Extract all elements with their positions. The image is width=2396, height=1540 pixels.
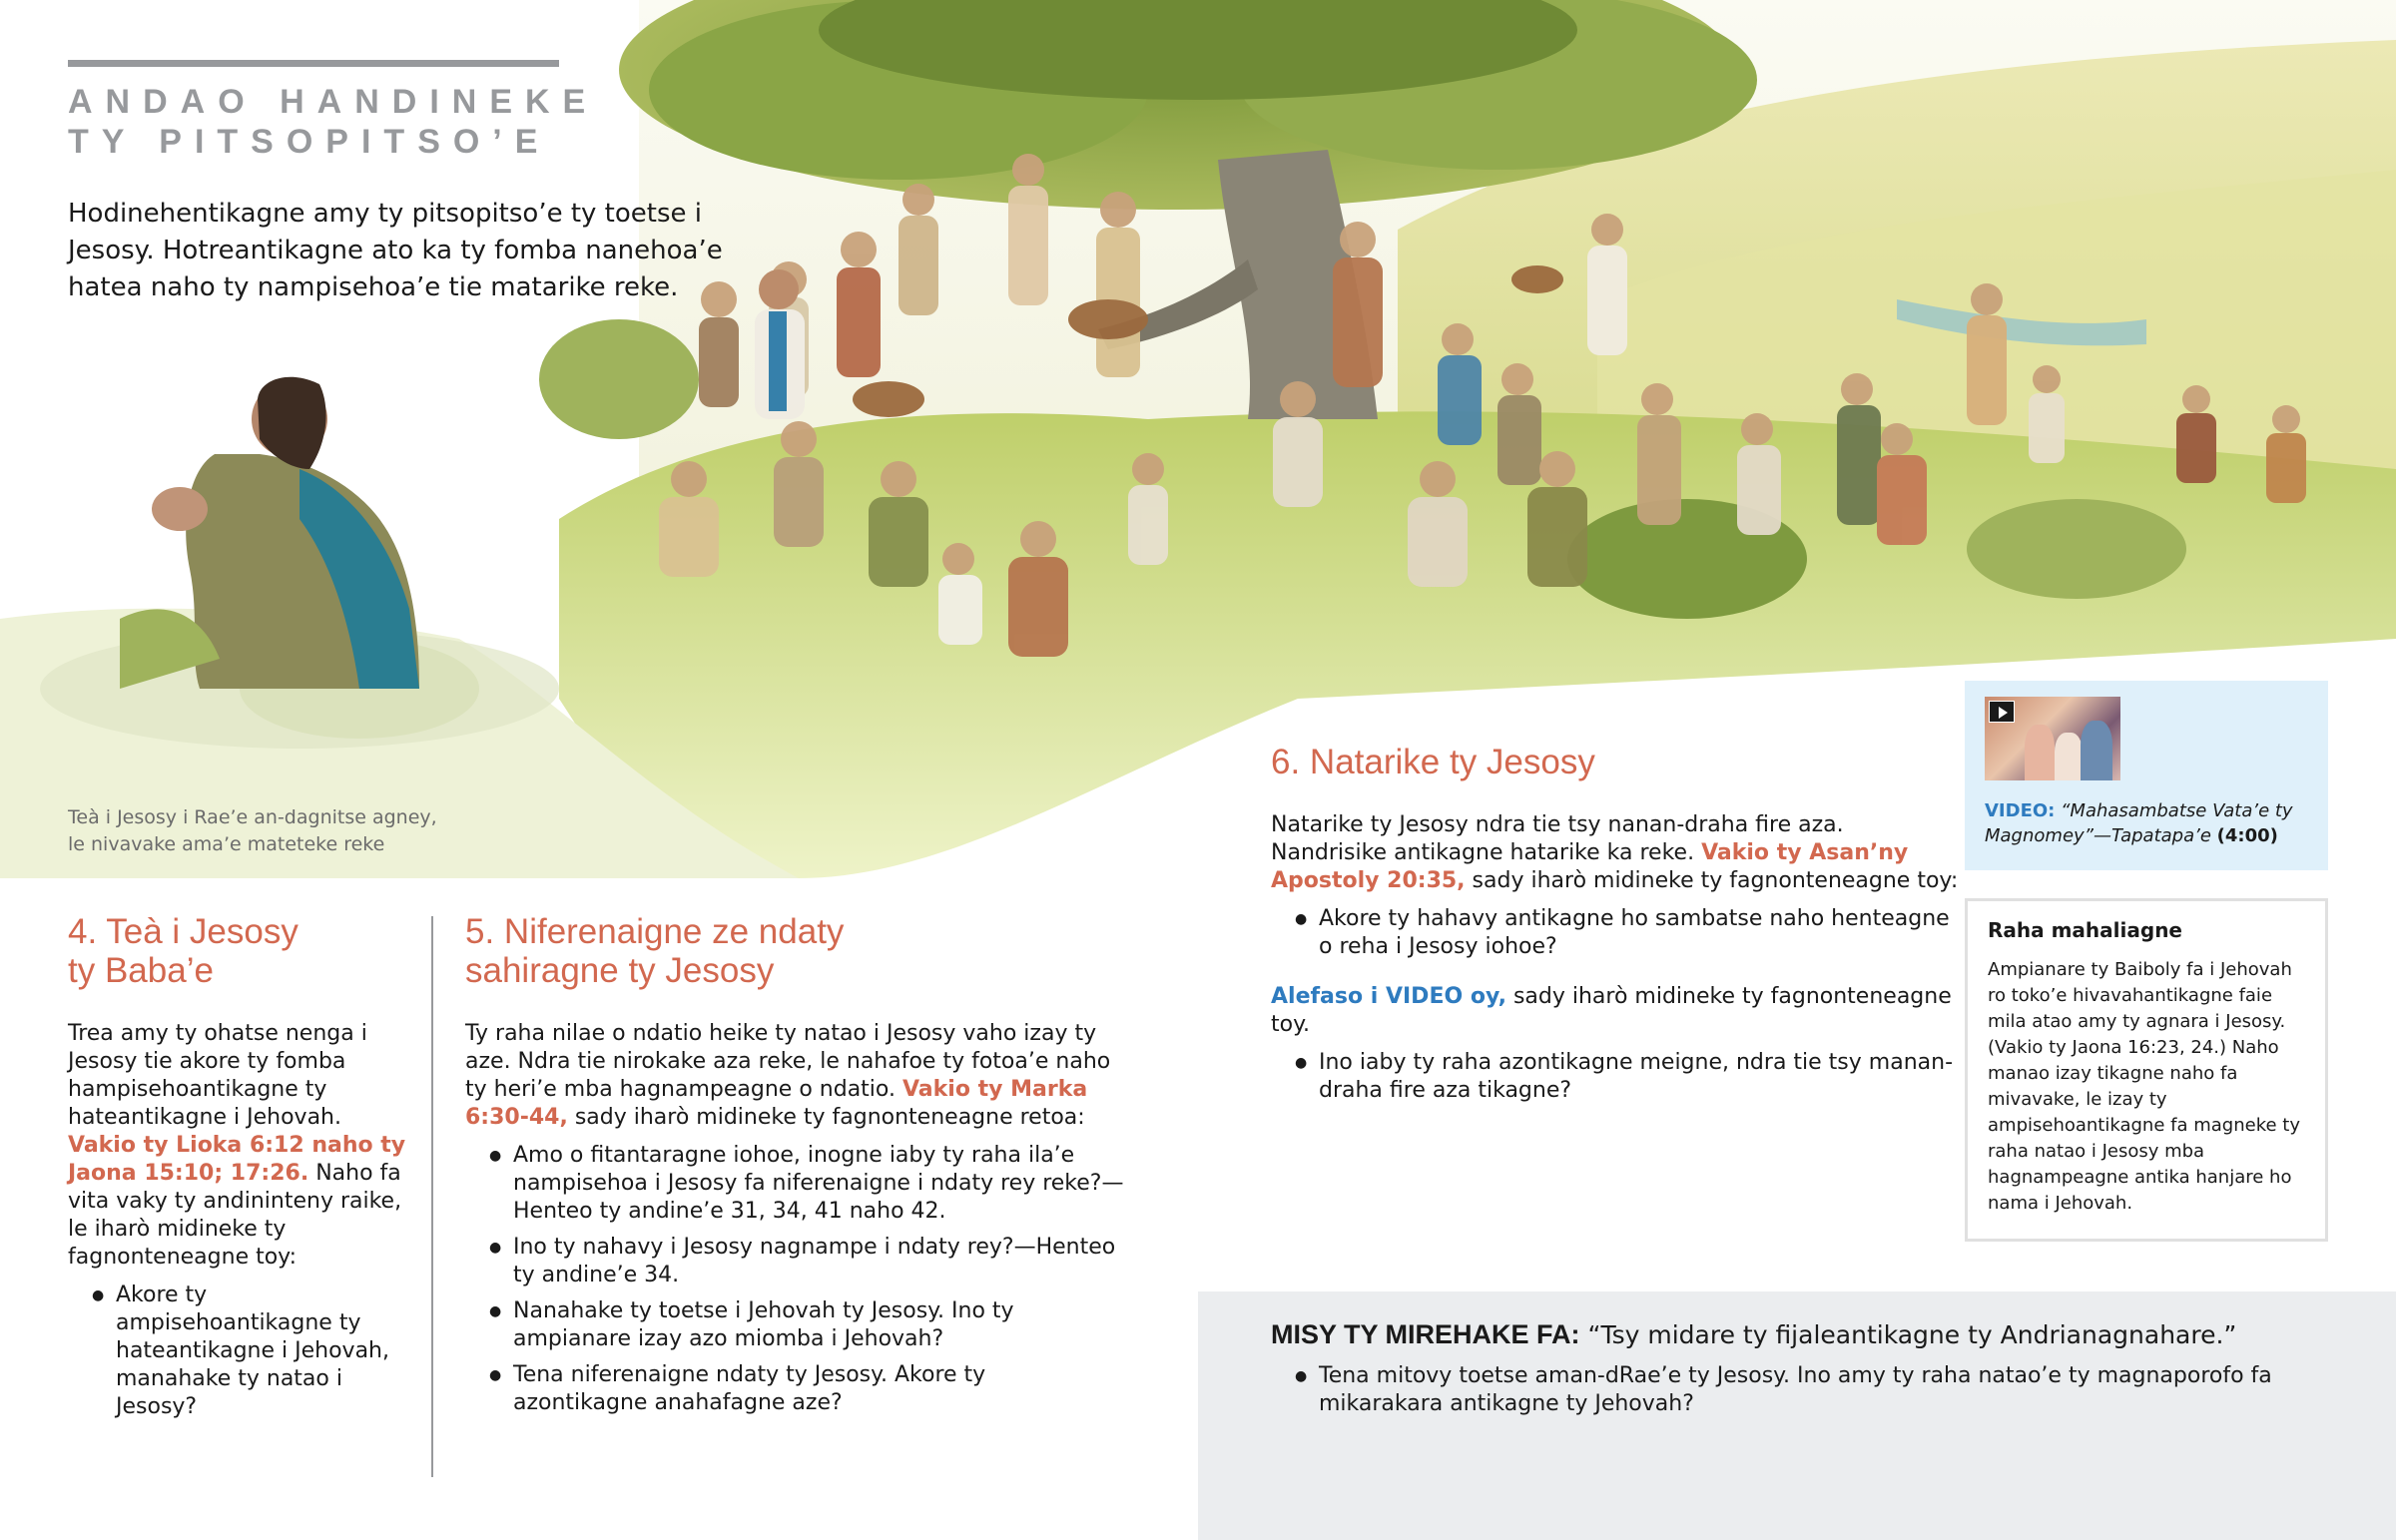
section-4-title-line1: 4. Teà i Jesosy [68, 912, 299, 951]
question-item: ● Akore ty hahavy antikagne ho sambatse naho henteagne o reha i Jesosy iohoe? [1271, 905, 1960, 961]
section-5 [465, 912, 1124, 1425]
video-thumbnail[interactable] [1985, 697, 2120, 780]
info-box-title: Raha mahaliagne [1988, 918, 2182, 942]
question-item: ● Ino ty nahavy i Jesosy nagnampe i ndaty rey?—Henteo ty andine’e 34. [465, 1234, 1124, 1289]
section-6-scripture-link[interactable]: Vakio ty Asan’ny Apostoly 20:35, [1271, 840, 1909, 893]
section-4-title-line2: ty Baba’e [68, 951, 214, 990]
intro-paragraph: Hodinehentikagne amy ty pitsopitso’e ty toetse i Jesosy. Hotreantikagne ato ka ty fomba nanehoa’e hatea naho ty nampisehoa’e tie matarike reke. [68, 199, 723, 302]
section-4-text2: Naho fa vita vaky ty andininteny raike, le iharò midineke ty fagnonteneagne toy: [68, 1161, 402, 1270]
play-icon[interactable] [1989, 701, 2015, 723]
section-6-video-instruction [1271, 983, 1960, 1039]
video-caption [1985, 798, 2308, 848]
section-5-body [465, 1020, 1124, 1132]
objection-quote: “Tsy midare ty fijaleantikagne ty Andrianagnahare.” [1587, 1320, 2237, 1349]
caption-line1: Teà i Jesosy i Rae’e an-dagnitse agney, [68, 806, 437, 828]
video-label: VIDEO: [1985, 800, 2056, 821]
section-4-text: Trea amy ty ohatse nenga i Jesosy tie akore ty fomba hampisehoantikagne ty hateantikagne i Jehovah. [68, 1021, 367, 1130]
section-6-text: Natarike ty Jesosy ndra tie tsy nanan-draha fire aza. Nandrisike antikagne hatarike ka reke. [1271, 812, 1844, 865]
objection-questions [1271, 1362, 2319, 1418]
objection-line [1271, 1317, 2319, 1352]
caption-line2: le nivavake ama’e mateteke reke [68, 833, 385, 855]
section-6-video-text: sady iharò midineke ty fagnonteneagne toy. [1271, 984, 1952, 1037]
section-5-questions [465, 1142, 1124, 1417]
question-item: ● Ino iaby ty raha azontikagne meigne, ndra tie tsy manan-draha fire aza tikagne? [1271, 1049, 1960, 1105]
video-duration: (4:00) [2216, 825, 2278, 846]
page-title-line1: ANDAO HANDINEKE [68, 83, 599, 121]
section-4-scripture-link[interactable]: Vakio ty Lioka 6:12 naho ty Jaona 15:10; 17:26. [68, 1133, 406, 1186]
play-video-link[interactable]: Alefaso i VIDEO oy, [1271, 984, 1506, 1009]
section-6-text2: sady iharò midineke ty fagnonteneagne toy: [1472, 868, 1959, 893]
section-4-title [68, 912, 407, 990]
section-5-scripture-link[interactable]: Vakio ty Marka 6:30-44, [465, 1077, 1088, 1130]
column-divider [431, 916, 433, 1477]
objection-label: MISY TY MIREHAKE FA: [1271, 1319, 1580, 1349]
section-6-body [1271, 811, 1960, 895]
section-5-title-line2: sahiragne ty Jesosy [465, 951, 775, 990]
info-box-text: Ampianare ty Baiboly fa i Jehovah ro toko’e hivavahantikagne faie mila atao amy ty agnara i Jesosy. (Vakio ty Jaona 16:23, 24.) Naho manao izay tikagne naho fa mivavake, le izay ty ampisehoantikagne fa magneke ty raha natao i Jesosy mba hagnampeagne antika hanjare ho nama i Jehovah. [1988, 959, 2300, 1214]
video-title: “Mahasambatse Vata’e ty Magnomey”—Tapatapa’e [1985, 800, 2293, 846]
header-rule [68, 60, 559, 67]
question-item: ● Nanahake ty toetse i Jehovah ty Jesosy. Ino ty ampianare izay azo miomba i Jehovah? [465, 1297, 1124, 1353]
section-4-questions [68, 1282, 407, 1421]
objection-section [1271, 1317, 2319, 1426]
section-5-text2: sady iharò midineke ty fagnonteneagne retoa: [574, 1105, 1085, 1130]
section-5-title [465, 912, 1124, 990]
section-6-questions [1271, 905, 1960, 961]
video-box[interactable] [1965, 681, 2328, 870]
section-4-body [68, 1020, 407, 1272]
section-5-text: Ty raha nilae o ndatio heike ty natao i Jesosy vaho izay ty aze. Ndra tie nirokake aza reke, le nahafoe ty fotoa’e naho ty heri’e mba hagnampeagne o ndatio. [465, 1021, 1111, 1102]
section-6-questions-2 [1271, 1049, 1960, 1105]
question-item: ● Tena niferenaigne ndaty ty Jesosy. Akore ty azontikagne anahafagne aze? [465, 1361, 1124, 1417]
page-title-line2: TY PITSOPITSO’E [68, 123, 551, 161]
info-box [1965, 898, 2328, 1242]
section-6 [1271, 743, 1960, 1113]
illustration-caption [68, 804, 507, 858]
section-4 [68, 912, 407, 1429]
page-title [68, 82, 627, 162]
question-item: ● Tena mitovy toetse aman-dRae’e ty Jesosy. Ino amy ty raha natao’e ty magnaporofo fa mikarakara antikagne ty Jehovah? [1271, 1362, 2319, 1418]
section-5-title-line1: 5. Niferenaigne ze ndaty [465, 912, 845, 951]
question-item: ● Akore ty ampisehoantikagne ty hateantikagne i Jehovah, manahake ty natao i Jesosy? [68, 1282, 407, 1421]
question-item: ● Amo o fitantaragne iohoe, inogne iaby ty raha ila’e nampisehoa i Jesosy fa niferenaigne i ndaty rey reke?—Henteo ty andine’e 31, 34, 41 naho 42. [465, 1142, 1124, 1226]
section-6-title: 6. Natarike ty Jesosy [1271, 743, 1595, 781]
